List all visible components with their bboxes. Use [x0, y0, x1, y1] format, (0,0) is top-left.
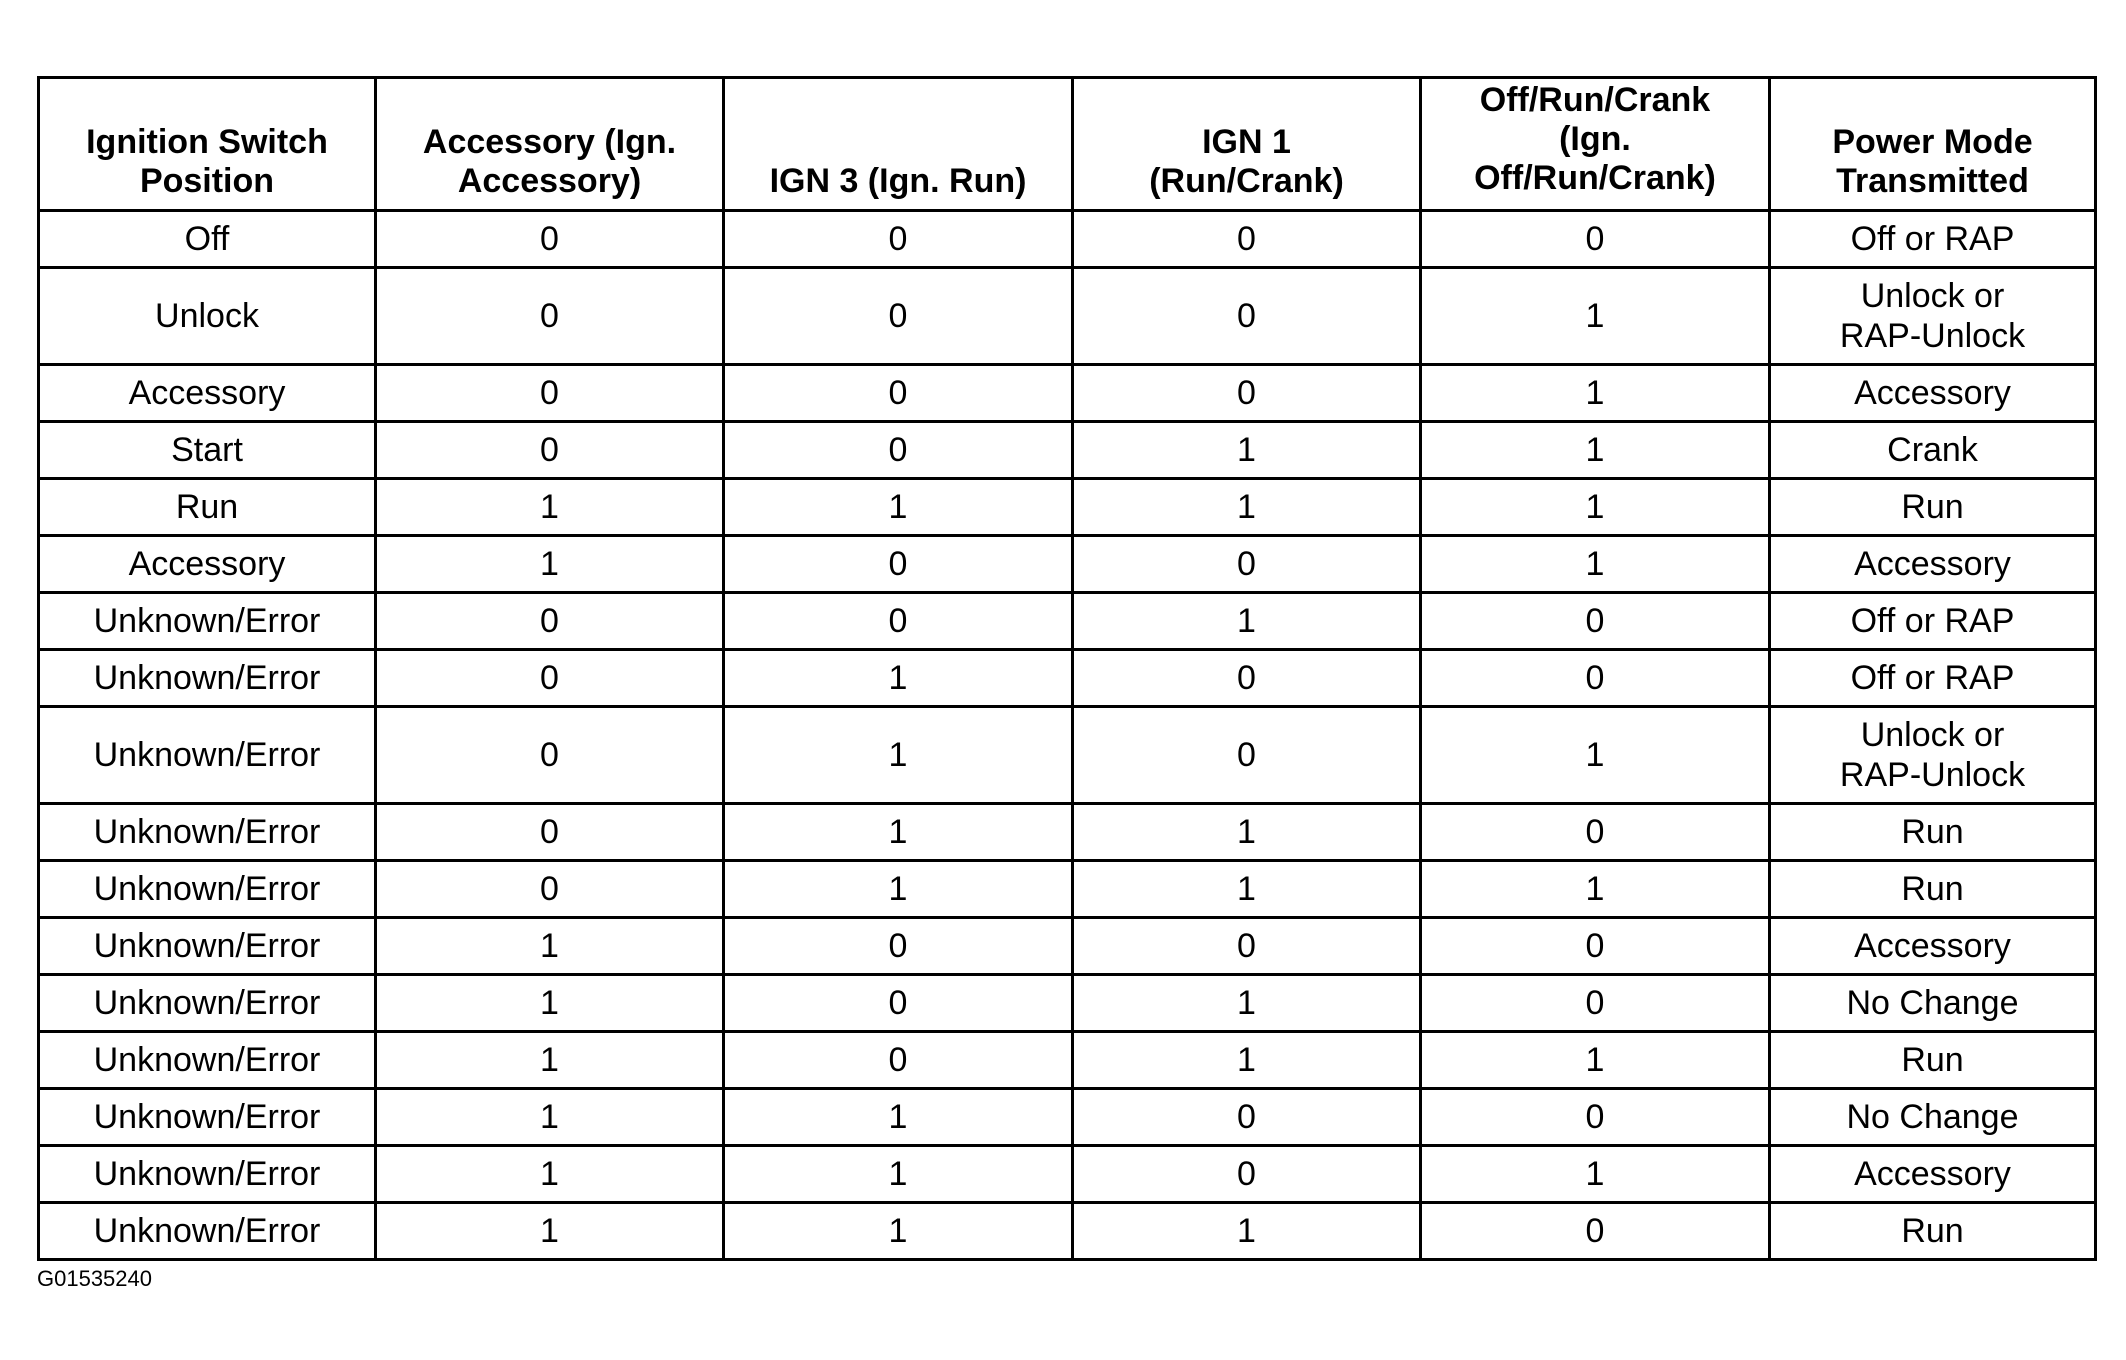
ign-1-cell: 0 [1073, 536, 1421, 593]
cell-line: Accessory [1854, 1155, 2011, 1193]
power-mode-cell [1770, 593, 2096, 650]
table-row [39, 918, 2096, 975]
header-line: (Ign. [1559, 120, 1631, 158]
ignition-switch-position-cell: Start [39, 422, 376, 479]
ignition-power-mode-table-figure [37, 76, 2094, 1261]
ignition-switch-position-cell: Unlock [39, 268, 376, 365]
cell-line: RAP-Unlock [1839, 317, 2026, 355]
power-mode-cell [1770, 1146, 2096, 1203]
table-row [39, 975, 2096, 1032]
cell-line: RAP-Unlock [1839, 756, 2026, 794]
ignition-switch-position-cell: Unknown/Error [39, 1089, 376, 1146]
off-run-crank-cell: 1 [1421, 1146, 1770, 1203]
off-run-crank-cell: 0 [1421, 211, 1770, 268]
ign-3-cell: 1 [724, 479, 1073, 536]
ign-1-cell: 0 [1073, 211, 1421, 268]
cell-line: No Change [1846, 1098, 2019, 1136]
ign-3-cell: 0 [724, 918, 1073, 975]
accessory-cell: 1 [376, 1089, 724, 1146]
accessory-cell: 1 [376, 918, 724, 975]
cell-line: Run [1901, 488, 1964, 526]
header-row [39, 78, 2096, 211]
power-mode-cell [1770, 1032, 2096, 1089]
ign-1-cell: 0 [1073, 1146, 1421, 1203]
cell-line: Run [1901, 813, 1964, 851]
ign-1-cell: 1 [1073, 975, 1421, 1032]
ignition-switch-position-cell: Unknown/Error [39, 707, 376, 804]
accessory-cell: 0 [376, 365, 724, 422]
power-mode-cell [1770, 268, 2096, 365]
header-line: Position [139, 162, 275, 200]
header-line: Accessory (Ign. [422, 123, 677, 161]
accessory-cell: 0 [376, 707, 724, 804]
ignition-switch-position-cell: Unknown/Error [39, 1146, 376, 1203]
off-run-crank-cell: 0 [1421, 918, 1770, 975]
ignition-switch-position-cell: Unknown/Error [39, 593, 376, 650]
accessory-cell: 1 [376, 479, 724, 536]
ign-3-cell: 0 [724, 975, 1073, 1032]
header-line: IGN 1 [1202, 123, 1291, 161]
ign-3-cell: 0 [724, 1032, 1073, 1089]
accessory-cell: 0 [376, 422, 724, 479]
ign-3-cell: 1 [724, 1146, 1073, 1203]
ign-1-cell: 0 [1073, 268, 1421, 365]
power-mode-cell [1770, 365, 2096, 422]
cell-line: Run [1901, 870, 1964, 908]
header-power-mode-transmitted [1770, 78, 2096, 211]
header-line: Off/Run/Crank) [1474, 159, 1716, 197]
ign-3-cell: 1 [724, 1203, 1073, 1260]
accessory-cell: 0 [376, 268, 724, 365]
accessory-cell: 0 [376, 593, 724, 650]
accessory-cell: 1 [376, 536, 724, 593]
accessory-cell: 0 [376, 804, 724, 861]
power-mode-cell [1770, 1203, 2096, 1260]
ign-3-cell: 0 [724, 536, 1073, 593]
header-ign-1 [1073, 78, 1421, 211]
ign-1-cell: 0 [1073, 918, 1421, 975]
off-run-crank-cell: 1 [1421, 1032, 1770, 1089]
accessory-cell: 0 [376, 211, 724, 268]
off-run-crank-cell: 1 [1421, 536, 1770, 593]
header-line: Off/Run/Crank [1479, 81, 1711, 119]
off-run-crank-cell: 1 [1421, 422, 1770, 479]
power-mode-cell [1770, 650, 2096, 707]
accessory-cell: 1 [376, 1203, 724, 1260]
ignition-switch-position-cell: Unknown/Error [39, 1032, 376, 1089]
ign-3-cell: 0 [724, 268, 1073, 365]
ign-3-cell: 1 [724, 707, 1073, 804]
header-line: Accessory) [457, 162, 642, 200]
header-line: Transmitted [1836, 162, 2029, 200]
table-row [39, 211, 2096, 268]
ign-1-cell: 0 [1073, 1089, 1421, 1146]
ign-1-cell: 1 [1073, 804, 1421, 861]
table-row [39, 1032, 2096, 1089]
table-row [39, 804, 2096, 861]
table-row [39, 422, 2096, 479]
table-body [39, 211, 2096, 1260]
cell-line: Crank [1887, 431, 1978, 469]
ignition-switch-position-cell: Unknown/Error [39, 650, 376, 707]
ign-3-cell: 1 [724, 1089, 1073, 1146]
ign-1-cell: 0 [1073, 365, 1421, 422]
accessory-cell: 0 [376, 650, 724, 707]
power-mode-cell [1770, 804, 2096, 861]
ign-3-cell: 0 [724, 422, 1073, 479]
ign-1-cell: 0 [1073, 650, 1421, 707]
ign-3-cell: 0 [724, 593, 1073, 650]
ign-1-cell: 1 [1073, 593, 1421, 650]
ign-3-cell: 1 [724, 804, 1073, 861]
power-mode-cell [1770, 918, 2096, 975]
power-mode-cell [1770, 975, 2096, 1032]
accessory-cell: 1 [376, 1146, 724, 1203]
ignition-power-mode-table [37, 76, 2097, 1261]
off-run-crank-cell: 1 [1421, 365, 1770, 422]
ign-1-cell: 1 [1073, 1203, 1421, 1260]
accessory-cell: 1 [376, 1032, 724, 1089]
cell-line: Run [1901, 1212, 1964, 1250]
header-ign-3 [724, 78, 1073, 211]
ignition-switch-position-cell: Off [39, 211, 376, 268]
ign-1-cell: 0 [1073, 707, 1421, 804]
accessory-cell: 1 [376, 975, 724, 1032]
cell-line: Off or RAP [1850, 220, 2015, 258]
table-row [39, 536, 2096, 593]
power-mode-cell [1770, 861, 2096, 918]
table-row [39, 1203, 2096, 1260]
cell-line: Off or RAP [1850, 659, 2015, 697]
power-mode-cell [1770, 536, 2096, 593]
cell-line: Run [1901, 1041, 1964, 1079]
ign-3-cell: 1 [724, 650, 1073, 707]
off-run-crank-cell: 1 [1421, 861, 1770, 918]
off-run-crank-cell: 1 [1421, 479, 1770, 536]
ign-1-cell: 1 [1073, 1032, 1421, 1089]
cell-line: Accessory [1854, 545, 2011, 583]
ignition-switch-position-cell: Accessory [39, 365, 376, 422]
header-off-run-crank [1421, 78, 1770, 211]
off-run-crank-cell: 0 [1421, 650, 1770, 707]
ignition-switch-position-cell: Run [39, 479, 376, 536]
table-row [39, 861, 2096, 918]
header-line: Power Mode [1832, 123, 2033, 161]
cell-line: Accessory [1854, 927, 2011, 965]
off-run-crank-cell: 0 [1421, 1089, 1770, 1146]
ign-3-cell: 1 [724, 861, 1073, 918]
table-header [39, 78, 2096, 211]
ign-3-cell: 0 [724, 365, 1073, 422]
table-row [39, 1089, 2096, 1146]
cell-line: Accessory [1854, 374, 2011, 412]
ign-1-cell: 1 [1073, 861, 1421, 918]
table-row [39, 650, 2096, 707]
header-line: IGN 3 (Ign. Run) [769, 162, 1027, 200]
table-row [39, 365, 2096, 422]
off-run-crank-cell: 0 [1421, 1203, 1770, 1260]
power-mode-cell [1770, 422, 2096, 479]
cell-line: No Change [1846, 984, 2019, 1022]
power-mode-cell [1770, 211, 2096, 268]
figure-id-label: G01535240 [37, 1266, 152, 1291]
header-line: Ignition Switch [86, 123, 328, 161]
off-run-crank-cell: 0 [1421, 593, 1770, 650]
power-mode-cell [1770, 479, 2096, 536]
ign-1-cell: 1 [1073, 422, 1421, 479]
table-row [39, 479, 2096, 536]
ign-1-cell: 1 [1073, 479, 1421, 536]
table-row [39, 593, 2096, 650]
table-row [39, 268, 2096, 365]
cell-line: Off or RAP [1850, 602, 2015, 640]
table-row [39, 707, 2096, 804]
ignition-switch-position-cell: Unknown/Error [39, 804, 376, 861]
cell-line: Unlock or [1860, 277, 2005, 315]
header-ignition-switch-position [39, 78, 376, 211]
ignition-switch-position-cell: Unknown/Error [39, 861, 376, 918]
header-line: (Run/Crank) [1149, 162, 1344, 200]
ign-3-cell: 0 [724, 211, 1073, 268]
ignition-switch-position-cell: Accessory [39, 536, 376, 593]
ignition-switch-position-cell: Unknown/Error [39, 1203, 376, 1260]
power-mode-cell [1770, 1089, 2096, 1146]
ignition-switch-position-cell: Unknown/Error [39, 918, 376, 975]
off-run-crank-cell: 1 [1421, 707, 1770, 804]
off-run-crank-cell: 0 [1421, 975, 1770, 1032]
table-row [39, 1146, 2096, 1203]
power-mode-cell [1770, 707, 2096, 804]
accessory-cell: 0 [376, 861, 724, 918]
off-run-crank-cell: 0 [1421, 804, 1770, 861]
ignition-switch-position-cell: Unknown/Error [39, 975, 376, 1032]
cell-line: Unlock or [1860, 716, 2005, 754]
header-accessory [376, 78, 724, 211]
off-run-crank-cell: 1 [1421, 268, 1770, 365]
